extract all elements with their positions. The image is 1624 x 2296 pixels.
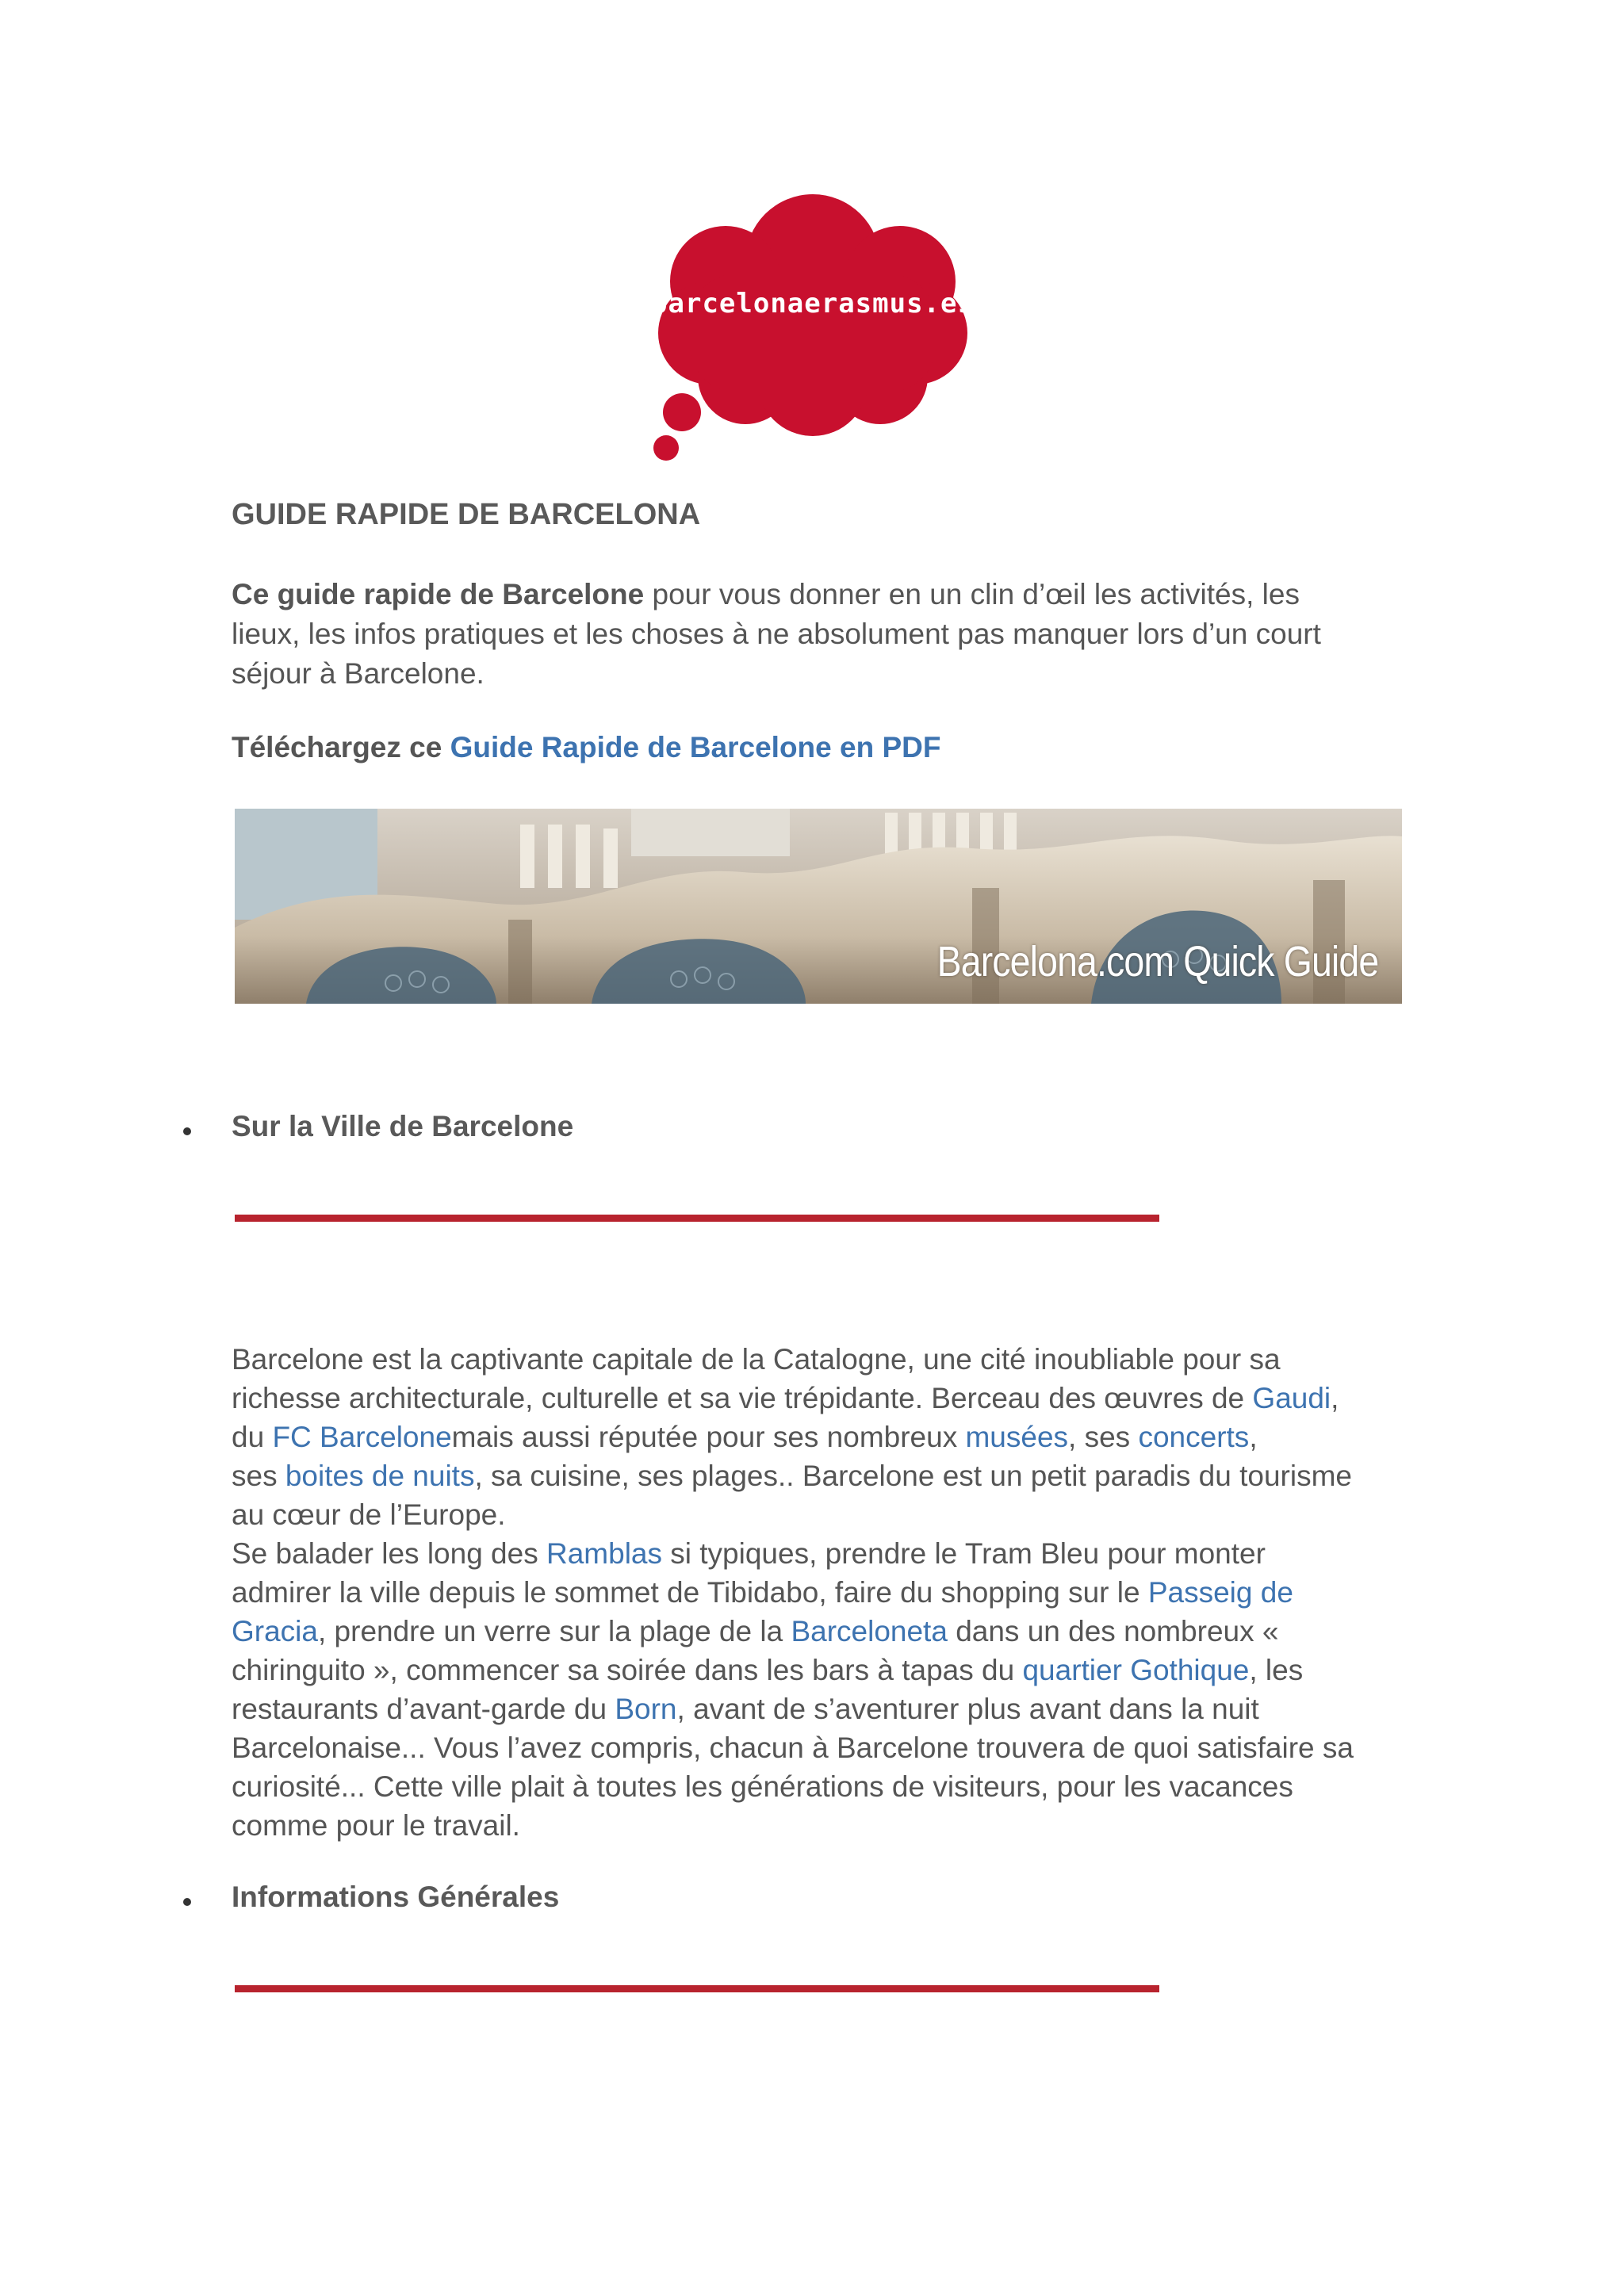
- body-text-segment: , les: [1249, 1654, 1304, 1686]
- body-line: au cœur de l’Europe.: [232, 1498, 506, 1531]
- body-text-segment: chiringuito », commencer sa soirée dans les bars à tapas du: [232, 1654, 1023, 1686]
- ville-description: [232, 1340, 1437, 1845]
- logo-text: barcelonaerasmus.es: [651, 288, 975, 320]
- body-text-segment: si typiques, prendre le Tram Bleu pour monter: [662, 1537, 1266, 1570]
- body-line: Barcelone est la captivante capitale de la Catalogne, une cité inoubliable pour sa: [232, 1343, 1281, 1376]
- download-line: [232, 731, 940, 764]
- intro-line2: lieux, les infos pratiques et les choses à ne absolument pas manquer lors d’un court: [232, 618, 1321, 650]
- born-link[interactable]: Born: [615, 1693, 677, 1725]
- boites-de-nuits-link[interactable]: boites de nuits: [285, 1460, 475, 1492]
- intro-lead: Ce guide rapide de Barcelone: [232, 578, 645, 610]
- body-text-segment: , avant de s’aventurer plus avant dans la nuit: [676, 1693, 1259, 1725]
- body-text-segment: admirer la ville depuis le sommet de Tibidabo, faire du shopping sur le: [232, 1576, 1148, 1609]
- body-line: comme pour le travail.: [232, 1809, 520, 1842]
- passeig-de-gracia-link[interactable]: Passeig de: [1147, 1576, 1293, 1609]
- pdf-download-link[interactable]: Guide Rapide de Barcelone en PDF: [450, 731, 941, 763]
- intro-line1: pour vous donner en un clin d’œil les activités, les: [644, 578, 1300, 610]
- section-divider: [235, 1215, 1159, 1222]
- banner-caption: Barcelona.com Quick Guide: [936, 938, 1378, 985]
- body-text-segment: mais aussi réputée pour ses nombreux: [451, 1421, 966, 1453]
- body-line: curiosité... Cette ville plait à toutes les générations de visiteurs, pour les vacances: [232, 1770, 1293, 1803]
- section-divider: [235, 1985, 1159, 1992]
- barcelonaerasmus-logo[interactable]: [642, 186, 983, 472]
- barceloneta-link[interactable]: Barceloneta: [791, 1615, 948, 1647]
- body-text-segment: ,: [1331, 1382, 1339, 1414]
- body-text-segment: ses: [232, 1460, 285, 1492]
- body-text-segment: ,: [1249, 1421, 1258, 1453]
- page-title: GUIDE RAPIDE DE BARCELONA: [232, 498, 701, 531]
- download-prefix: Téléchargez ce: [232, 731, 450, 763]
- musees-link[interactable]: musées: [965, 1421, 1069, 1453]
- intro-line3: séjour à Barcelone.: [232, 657, 485, 690]
- bullet-icon: [183, 1127, 191, 1135]
- body-text-segment: restaurants d’avant-garde du: [232, 1693, 615, 1725]
- gaudi-link[interactable]: Gaudi: [1252, 1382, 1331, 1414]
- ramblas-link[interactable]: Ramblas: [546, 1537, 662, 1570]
- body-line: Barcelonaise... Vous l’avez compris, chacun à Barcelone trouvera de quoi satisfaire sa: [232, 1732, 1354, 1764]
- cloud-logo-icon: [642, 186, 983, 472]
- intro-paragraph: [232, 575, 1405, 694]
- bullet-icon: [183, 1898, 191, 1906]
- body-text-segment: dans un des nombreux «: [947, 1615, 1279, 1647]
- quartier-gothique-link[interactable]: quartier Gothique: [1022, 1654, 1250, 1686]
- body-text-segment: du: [232, 1421, 273, 1453]
- passeig-de-gracia-link[interactable]: Gracia: [232, 1615, 318, 1647]
- body-text-segment: , sa cuisine, ses plages.. Barcelone est un petit paradis du tourisme: [474, 1460, 1352, 1492]
- body-text-segment: , ses: [1068, 1421, 1139, 1453]
- quick-guide-banner: [235, 809, 1402, 1004]
- body-text-segment: Se balader les long des: [232, 1537, 546, 1570]
- section-heading-infos: Informations Générales: [232, 1881, 560, 1913]
- concerts-link[interactable]: concerts: [1138, 1421, 1250, 1453]
- fc-barcelone-link[interactable]: FC Barcelone: [272, 1421, 452, 1453]
- body-text-segment: richesse architecturale, culturelle et sa vie trépidante. Berceau des œuvres de: [232, 1382, 1253, 1414]
- section-heading-ville: Sur la Ville de Barcelone: [232, 1110, 574, 1142]
- body-text-segment: , prendre un verre sur la plage de la: [317, 1615, 791, 1647]
